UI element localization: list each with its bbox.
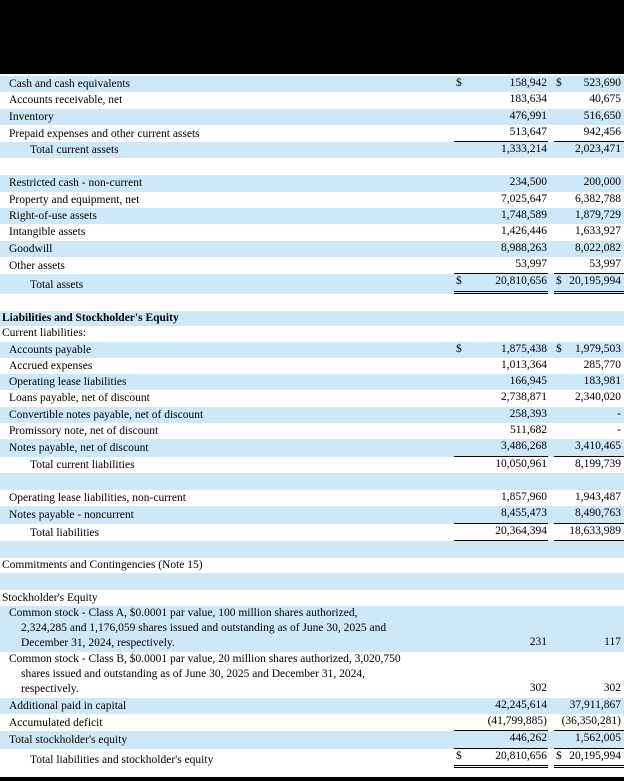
amount-c2 — [554, 109, 624, 125]
table-row — [0, 698, 624, 714]
amount-c1 — [454, 749, 548, 768]
dollar-sign: $ — [456, 77, 462, 89]
amount-value: 2,340,020 — [575, 391, 621, 404]
table-row — [0, 358, 624, 374]
table-row — [0, 257, 624, 274]
amount-c1 — [454, 342, 548, 358]
amount-c2 — [554, 325, 624, 326]
row-label: Accounts payable — [9, 343, 92, 356]
row-label: Current liabilities: — [2, 327, 86, 340]
row-label: Other assets — [9, 259, 65, 272]
row-label — [0, 606, 454, 652]
amount-value: 513,647 — [509, 125, 547, 138]
amount-value: 10,050,961 — [495, 457, 547, 470]
amount-value: 18,633,989 — [569, 524, 621, 537]
amount-c1 — [454, 241, 548, 257]
row-label-line: Common stock - Class A, $0.0001 par value, 100 million shares authorized, — [9, 606, 358, 619]
amount-c2 — [554, 92, 624, 108]
amount-c1 — [454, 274, 548, 293]
amount-value: 1,426,446 — [501, 225, 547, 238]
amount-value: 20,810,656 — [495, 275, 547, 288]
row-label: Total stockholder's equity — [9, 734, 128, 747]
amount-value: 1,333,214 — [501, 143, 547, 156]
amount-c2 — [554, 714, 624, 731]
amount-c2 — [554, 698, 624, 714]
row-label: Total current assets — [30, 144, 119, 157]
amount-value: 37,911,867 — [569, 698, 621, 711]
amount-c1 — [454, 76, 548, 92]
table-row — [0, 749, 624, 768]
dollar-sign: $ — [556, 342, 562, 355]
amount-value: 53,997 — [589, 257, 621, 270]
amount-c2 — [554, 76, 624, 92]
amount-value: 20,195,994 — [569, 275, 621, 288]
amount-value: 7,025,647 — [501, 192, 547, 205]
row-label: Total current liabilities — [30, 458, 135, 471]
amount-c2 — [554, 524, 624, 541]
amount-c1 — [454, 635, 548, 651]
table-row — [0, 109, 624, 125]
spacer-row — [0, 158, 624, 175]
amount-value: 8,490,763 — [575, 507, 621, 520]
row-label: Intangible assets — [9, 226, 86, 239]
row-label: Liabilities and Stockholder's Equity — [2, 311, 179, 324]
amount-value: 20,195,994 — [569, 749, 621, 762]
amount-value: 53,997 — [515, 257, 547, 270]
amount-c2 — [554, 192, 624, 208]
row-label: Restricted cash - non-current — [9, 177, 143, 190]
amount-c2 — [554, 342, 624, 358]
table-row — [0, 506, 624, 523]
amount-value: 523,690 — [583, 77, 621, 89]
amount-value: 20,364,394 — [495, 524, 547, 537]
amount-value: 8,022,082 — [575, 241, 621, 254]
amount-value: 42,245,614 — [495, 698, 547, 711]
table-row — [0, 274, 624, 293]
row-label: Stockholder's Equity — [2, 591, 98, 604]
row-label-line: shares issued and outstanding as of June 30, 2025 and December 31, 2024, — [21, 668, 365, 681]
amount-value: 183,634 — [509, 93, 547, 106]
dollar-sign: $ — [556, 275, 562, 288]
amount-c1 — [454, 257, 548, 274]
amount-value: 302 — [603, 682, 621, 695]
amount-c1 — [454, 224, 548, 240]
amount-value: 166,945 — [509, 375, 547, 388]
amount-value: 8,455,473 — [501, 507, 547, 520]
amount-c2 — [554, 681, 624, 697]
row-label: Prepaid expenses and other current assets — [9, 127, 200, 140]
table-row — [0, 374, 624, 390]
amount-c2 — [554, 175, 624, 191]
spacer-row — [0, 573, 624, 590]
balance-sheet — [0, 74, 624, 777]
amount-value: 285,770 — [583, 358, 621, 371]
amount-c2 — [554, 572, 624, 573]
amount-c2 — [554, 142, 624, 158]
row-label — [0, 652, 454, 698]
spacer-row — [0, 473, 624, 490]
row-label: Cash and cash equivalents — [9, 78, 131, 90]
row-label: Accumulated deficit — [9, 716, 103, 729]
table-row — [0, 457, 624, 473]
table-row — [0, 390, 624, 406]
amount-c1 — [454, 92, 548, 108]
amount-c1 — [454, 506, 548, 523]
table-row — [0, 125, 624, 142]
row-label: Goodwill — [9, 242, 53, 255]
amount-c1 — [454, 374, 548, 390]
amount-value: 258,393 — [509, 407, 547, 420]
amount-value: 40,675 — [589, 93, 621, 106]
amount-c1 — [454, 681, 548, 697]
amount-value: - — [617, 407, 621, 420]
amount-c2 — [554, 241, 624, 257]
amount-c1 — [454, 142, 548, 158]
amount-c2 — [554, 457, 624, 473]
amount-value: 8,199,739 — [575, 457, 621, 470]
amount-c2 — [554, 635, 624, 651]
row-label: Total liabilities — [30, 526, 100, 539]
table-row — [0, 423, 624, 439]
row-label: Additional paid in capital — [9, 699, 127, 712]
row-label: Operating lease liabilities — [9, 376, 127, 389]
amount-value: (41,799,885) — [487, 714, 547, 727]
amount-value: 446,262 — [509, 732, 547, 745]
amount-c2 — [554, 224, 624, 240]
row-label: Convertible notes payable, net of discount — [9, 408, 204, 421]
amount-c1 — [454, 714, 548, 731]
amount-value: 2,738,871 — [501, 391, 547, 404]
amount-value: 158,942 — [509, 77, 547, 89]
amount-c2 — [554, 490, 624, 506]
amount-c1 — [454, 490, 548, 506]
table-row — [0, 714, 624, 731]
amount-c2 — [554, 407, 624, 423]
spacer-row — [0, 294, 624, 311]
amount-c2 — [554, 731, 624, 748]
table-row — [0, 606, 624, 652]
amount-value: 1,879,729 — [575, 209, 621, 222]
row-label: Total assets — [30, 279, 84, 292]
amount-c1 — [454, 698, 548, 714]
amount-value: 1,562,005 — [575, 732, 621, 745]
amount-value: 1,633,927 — [575, 225, 621, 238]
amount-value: 117 — [604, 636, 621, 649]
amount-c1 — [454, 192, 548, 208]
amount-c1 — [454, 457, 548, 473]
table-row — [0, 175, 624, 191]
table-row — [0, 524, 624, 541]
table-row — [0, 208, 624, 224]
amount-value: 2,023,471 — [575, 143, 621, 156]
table-row — [0, 224, 624, 240]
amount-value: 1,979,503 — [575, 342, 621, 355]
table-row — [0, 490, 624, 506]
spacer-row — [0, 541, 624, 558]
amount-c1 — [454, 439, 548, 456]
row-label: Promissory note, net of discount — [9, 425, 159, 438]
amount-value: 942,456 — [583, 125, 621, 138]
amount-value: 234,500 — [509, 176, 547, 189]
table-row — [0, 92, 624, 108]
top-letterbox — [0, 0, 624, 74]
amount-c1 — [454, 358, 548, 374]
table-row — [0, 192, 624, 208]
table-row — [0, 652, 624, 698]
row-label: Notes payable, net of discount — [9, 442, 149, 455]
amount-c2 — [554, 439, 624, 456]
amount-value: 1,857,960 — [501, 490, 547, 503]
table-row — [0, 731, 624, 748]
amount-c1 — [454, 572, 548, 573]
dollar-sign: $ — [456, 342, 462, 355]
amount-c1 — [454, 175, 548, 191]
row-label: Inventory — [9, 110, 54, 123]
amount-value: 516,650 — [583, 109, 621, 122]
amount-c2 — [554, 257, 624, 274]
amount-value: 6,382,788 — [575, 192, 621, 205]
amount-value: - — [617, 424, 621, 437]
row-label: Commitments and Contingencies (Note 15) — [2, 559, 203, 572]
amount-c1 — [454, 109, 548, 125]
amount-value: 302 — [529, 682, 547, 695]
table-row — [0, 241, 624, 257]
table-row — [0, 558, 624, 574]
amount-c1 — [454, 524, 548, 541]
table-row — [0, 342, 624, 358]
amount-c2 — [554, 749, 624, 768]
amount-value: 3,486,268 — [501, 440, 547, 453]
row-label-line: December 31, 2024, respectively. — [21, 637, 175, 650]
amount-c2 — [554, 605, 624, 606]
table-row — [0, 407, 624, 423]
amount-value: 20,810,656 — [495, 749, 547, 762]
dollar-sign: $ — [456, 275, 462, 288]
table-row — [0, 439, 624, 456]
amount-c2 — [554, 374, 624, 390]
amount-c1 — [454, 325, 548, 326]
table-row — [0, 311, 624, 327]
row-label-line: respectively. — [21, 683, 79, 696]
amount-value: 1,875,438 — [501, 342, 547, 355]
row-label-line: Common stock - Class B, $0.0001 par value, 20 million shares authorized, 3,020,750 — [9, 652, 401, 665]
amount-value: 511,682 — [510, 424, 547, 437]
amount-c1 — [454, 390, 548, 406]
row-label-line: 2,324,285 and 1,176,059 shares issued and outstanding as of June 30, 2025 and — [21, 622, 387, 635]
amount-c1 — [454, 423, 548, 439]
table-row — [0, 590, 624, 606]
dollar-sign: $ — [556, 749, 562, 762]
amount-c1 — [454, 125, 548, 142]
amount-c1 — [454, 731, 548, 748]
row-label: Operating lease liabilities, non-current — [9, 491, 186, 504]
amount-c2 — [554, 390, 624, 406]
row-label: Notes payable - noncurrent — [9, 509, 134, 522]
amount-c1 — [454, 407, 548, 423]
amount-value: 1,748,589 — [501, 209, 547, 222]
row-label: Loans payable, net of discount — [9, 392, 150, 405]
amount-value: 1,013,364 — [501, 358, 547, 371]
amount-c1 — [454, 605, 548, 606]
amount-c2 — [554, 125, 624, 142]
row-label: Right-of-use assets — [9, 210, 97, 223]
amount-value: 8,988,263 — [501, 241, 547, 254]
table-row — [0, 76, 624, 92]
amount-c2 — [554, 423, 624, 439]
amount-value: 476,991 — [509, 109, 547, 122]
amount-value: (36,350,281) — [561, 714, 621, 727]
row-label: Accounts receivable, net — [9, 94, 123, 107]
table-row — [0, 142, 624, 158]
row-label: Accrued expenses — [9, 359, 93, 372]
row-label: Total liabilities and stockholder's equity — [30, 753, 214, 766]
dollar-sign: $ — [556, 77, 562, 89]
amount-value: 3,410,465 — [575, 440, 621, 453]
amount-c2 — [554, 208, 624, 224]
amount-c1 — [454, 208, 548, 224]
table-row — [0, 326, 624, 342]
dollar-sign: $ — [456, 749, 462, 762]
row-label: Property and equipment, net — [9, 193, 140, 206]
amount-value: 200,000 — [583, 176, 621, 189]
amount-value: 1,943,487 — [575, 490, 621, 503]
amount-c2 — [554, 358, 624, 374]
amount-c2 — [554, 274, 624, 293]
amount-value: 183,981 — [583, 375, 621, 388]
amount-c2 — [554, 506, 624, 523]
amount-value: 231 — [529, 636, 547, 649]
